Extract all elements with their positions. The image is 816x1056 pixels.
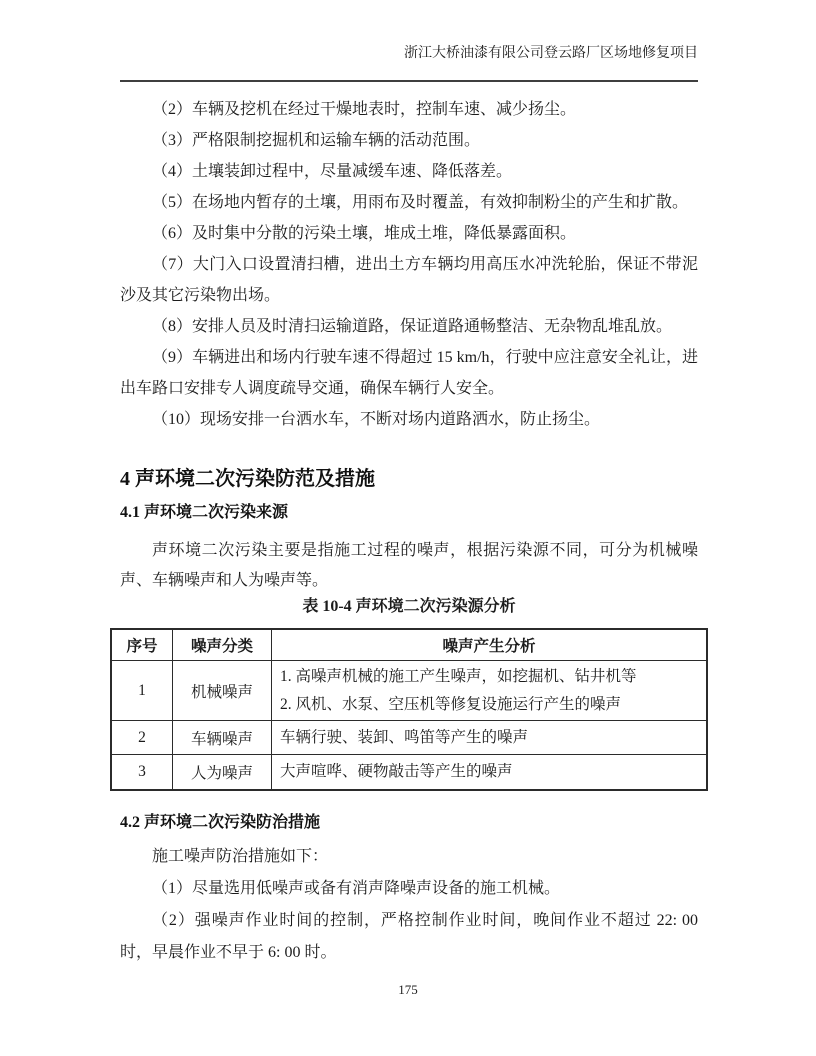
list-item: （7）大门入口设置清扫槽，进出土方车辆均用高压水冲洗轮胎，保证不带泥沙及其它污染物出场。	[120, 256, 698, 304]
list-item: （10）现场安排一台洒水车，不断对场内道路洒水，防止扬尘。	[152, 411, 601, 428]
cell-analysis	[272, 755, 708, 791]
list-item: （5）在场地内暂存的土壤，用雨布及时覆盖，有效抑制粉尘的产生和扩散。	[152, 194, 689, 211]
table-header-row	[111, 629, 707, 661]
column-header-analysis: 噪声产生分析	[272, 629, 708, 661]
table-caption: 表 10-4 声环境二次污染源分析	[302, 598, 516, 615]
analysis-line: 车辆行驶、装卸、鸣笛等产生的噪声	[280, 728, 529, 746]
table-row	[111, 721, 707, 755]
section-4-1-heading: 4.1 声环境二次污染来源	[120, 504, 289, 521]
table-row	[111, 755, 707, 791]
noise-control-measures	[120, 841, 698, 969]
list-item: （8）安排人员及时清扫运输道路，保证道路通畅整洁、无杂物乱堆乱放。	[152, 318, 673, 335]
cell-no: 3	[111, 755, 173, 791]
list-item: （3）严格限制挖掘机和运输车辆的活动范围。	[152, 132, 481, 149]
cell-category: 车辆噪声	[173, 721, 272, 755]
cell-no: 1	[111, 661, 173, 721]
column-header-category: 噪声分类	[173, 629, 272, 661]
analysis-line: 大声喧哗、硬物敲击等产生的噪声	[280, 763, 513, 780]
noise-source-table	[110, 628, 708, 791]
page-header-title: 浙江大桥油漆有限公司登云路厂区场地修复项目	[404, 46, 698, 61]
dust-control-measures-list	[120, 94, 698, 435]
list-item: （1）尽量选用低噪声或备有消声降噪声设备的施工机械。	[152, 880, 561, 897]
cell-category: 人为噪声	[173, 755, 272, 791]
column-header-no: 序号	[111, 629, 173, 661]
section-4-2-heading: 4.2 声环境二次污染防治措施	[120, 814, 321, 831]
table-row	[111, 661, 707, 721]
list-item: （2）车辆及挖机在经过干燥地表时，控制车速、减少扬尘。	[152, 101, 577, 118]
list-item: （4）土壤装卸过程中，尽量减缓车速、降低落差。	[152, 163, 513, 180]
section-4-heading: 4 声环境二次污染防范及措施	[120, 468, 375, 490]
page-number: 175	[398, 982, 418, 997]
list-item: （6）及时集中分散的污染土壤，堆成土堆，降低暴露面积。	[152, 225, 577, 242]
list-item: （2）强噪声作业时间的控制，严格控制作业时间，晚间作业不超过 22: 00 时，早晨作业不早于 6: 00 时。	[120, 912, 698, 961]
analysis-line: 2. 风机、水泵、空压机等修复设施运行产生的噪声	[280, 695, 622, 713]
cell-no: 2	[111, 721, 173, 755]
cell-category: 机械噪声	[173, 661, 272, 721]
measures-intro: 施工噪声防治措施如下：	[152, 848, 329, 865]
analysis-line: 1. 高噪声机械的施工产生噪声，如挖掘机、钻井机等	[280, 667, 637, 685]
list-item: （9）车辆进出和场内行驶车速不得超过 15 km/h，行驶中应注意安全礼让，进出车路口安排专人调度疏导交通，确保车辆行人安全。	[120, 349, 698, 397]
page-header	[120, 44, 698, 82]
noise-source-paragraph: 声环境二次污染主要是指施工过程的噪声，根据污染源不同，可分为机械噪声、车辆噪声和人为噪声等。	[120, 542, 698, 589]
cell-analysis	[272, 661, 708, 721]
page-footer	[0, 982, 816, 998]
cell-analysis	[272, 721, 708, 755]
